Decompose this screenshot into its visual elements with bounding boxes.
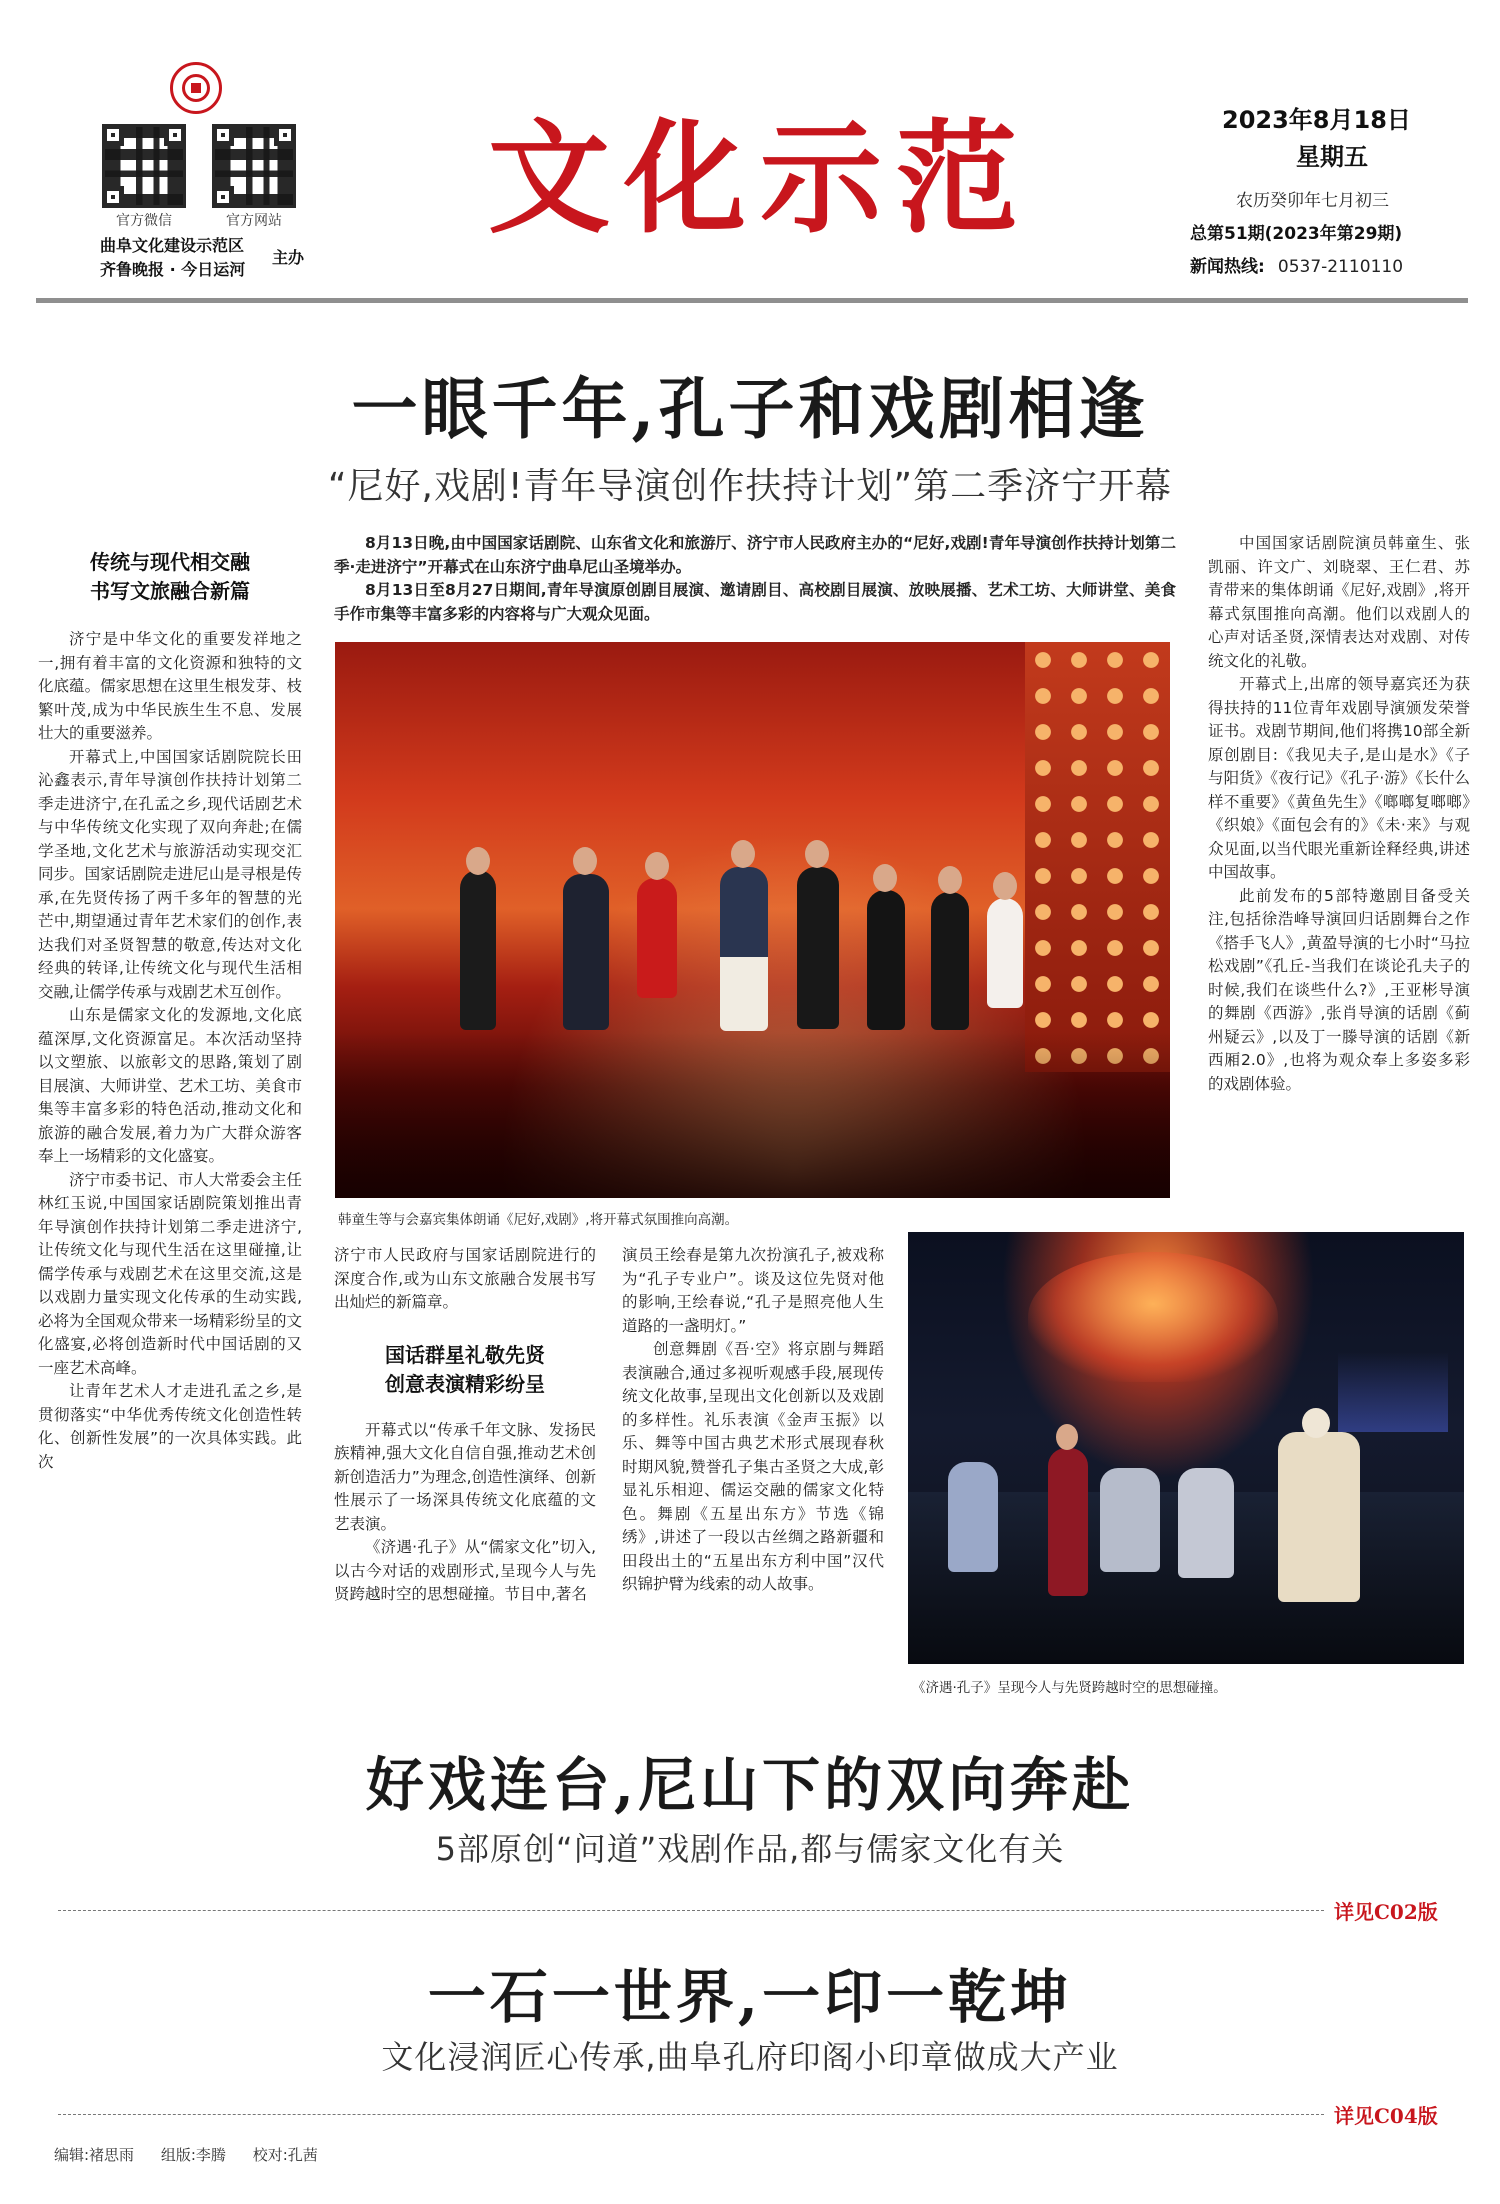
performer-head [993,872,1017,900]
section-heading [38,548,302,606]
photo-caption: 韩童生等与会嘉宾集体朗诵《尼好,戏剧》,将开幕式氛围推向高潮。 [338,1212,739,1228]
performer-figure [720,867,768,1031]
stage-photo-recitation [335,642,1170,1198]
lead-intro [334,532,1176,626]
performer-figure [563,874,609,1030]
masthead [0,0,1500,300]
lead-headline[interactable]: 一眼千年,孔子和戏剧相逢 [351,370,1149,448]
hotline-number: 0537-2110110 [1277,257,1404,277]
issue-weekday: 星期五 [1296,143,1368,171]
lattice-screen [1025,642,1170,1072]
paragraph: 济宁市人民政府与国家话剧院进行的深度合作,或为山东文旅融合发展书写出灿烂的新篇章。 [334,1246,596,1311]
hotline [1190,252,1490,277]
section-heading-line: 创意表演精彩纷呈 [385,1371,545,1396]
section-heading [334,1341,596,1399]
lead-subheadline: “尼好,戏剧!青年导演创作扶持计划”第二季济宁开幕 [327,466,1173,507]
right-column [1208,532,1470,1096]
paragraph: 山东是儒家文化的发源地,文化底蕴深厚,文化资源富足。本次活动坚持以文塑旅、以旅彰文的思路,策划了剧目展演、大师讲堂、艺术工坊、美食市集等丰富多彩的特色活动,推动文化和旅游的融合发展,着力为广大群众游客奉上一场精彩的文化盛宴。 [38,1006,302,1165]
performer-head [873,864,897,892]
performer-head [938,866,962,894]
teaser-divider [58,1910,1324,1911]
article-body [38,628,302,1474]
castle-silhouette [1338,1352,1448,1432]
performer-figure [987,898,1023,1008]
section-heading-line: 传统与现代相交融 [90,550,250,574]
date-block [1190,100,1490,277]
paragraph: 让青年艺术人才走进孔孟之乡,是贯彻落实“中华优秀传统文化创造性转化、创新性发展”的一次具体实践。此次 [38,1382,302,1471]
photo-caption: 《济遇·孔子》呈现今人与先贤跨越时空的思想碰撞。 [912,1680,1227,1696]
page-reference[interactable]: 详见C02版 [1334,1900,1438,1924]
paragraph: 济宁是中华文化的重要发祥地之一,拥有着丰富的文化资源和独特的文化底蕴。儒家思想在这里生根发芽、枝繁叶茂,成为中华民族生生不息、发展壮大的重要滋养。 [38,630,302,742]
masthead-rule [36,298,1468,303]
sponsor-role: 主办 [272,248,305,267]
performer-figure [797,867,839,1029]
wechat-qr-code[interactable] [102,124,186,208]
teaser-divider [58,2114,1324,2115]
staff-credits [54,2144,318,2165]
sponsor-line: 曲阜文化建设示范区 [100,236,245,255]
left-column [38,548,302,1474]
website-qr-label: 官方网站 [226,213,282,229]
performer-head [645,852,669,880]
performer-figure [460,870,496,1030]
paragraph: 演员王绘春是第九次扮演孔子,被戏称为“孔子专业户”。谈及这位先贤对他的影响,王绘春说,“孔子是照亮他人生道路的一盏明灯。” [622,1246,884,1335]
paragraph: 济宁市委书记、市人大常委会主任林红玉说,中国国家话剧院策划推出青年导演创作扶持计划第二季走进济宁,让传统文化与现代生活在这里碰撞,让儒学传承与戏剧艺术在这里交流,这是以戏剧力量实现文化传承的生动实践,必将为全国观众带来一场精彩纷呈的文化盛宴,必将创造新时代中国话剧的又一座艺术高峰。 [38,1170,302,1377]
issue-number: 总第51期(2023年第29期) [1190,224,1403,244]
paragraph: 《济遇·孔子》从“儒家文化”切入,以古今对话的戏剧形式,呈现今人与先贤跨越时空的思想碰撞。节目中,著名 [334,1538,596,1603]
emblem-icon [170,62,222,114]
page-reference[interactable]: 详见C04版 [1334,2104,1438,2128]
issue-date: 2023年8月18日 [1222,106,1411,134]
performer-head [805,840,829,868]
performer-figure [867,890,905,1030]
article-body [334,1419,596,1607]
paragraph: 开幕式以“传承千年文脉、发扬民族精神,强大文化自信自强,推动艺术创新创造活力”为理念,创造性演绎、创新性展示了一场深具传统文化底蕴的文艺表演。 [334,1420,596,1533]
performer-figure [637,878,677,998]
teaser-subheadline: 文化浸润匠心传承,曲阜孔府印阁小印章做成大产业 [381,2038,1119,2076]
performer-figure [1048,1448,1088,1596]
paragraph: 开幕式上,出席的领导嘉宾还为获得扶持的11位青年戏剧导演颁发荣誉证书。戏剧节期间,他们将携10部全新原创剧目:《我见夫子,是山是水》《子与阳货》《夜行记》《孔子·游》《长什么样不重要》《黄鱼先生》《啷啷复啷啷》《织娘》《面包会有的》《未·来》与观众见面,以当代眼光重新诠释经典,讲述中国故事。 [1208,675,1470,881]
performer-head [466,847,490,875]
sponsor-line: 齐鲁晚报 · 今日运河 [100,260,246,279]
article-body [334,1244,596,1315]
stage-photo-confucius [908,1232,1464,1664]
performer-figure [1178,1468,1234,1578]
confucius-figure [1278,1432,1360,1602]
paragraph: 此前发布的5部特邀剧目备受关注,包括徐浩峰导演回归话剧舞台之作《搭手飞人》,黄盈导演的七小时“马拉松戏剧”《孔丘-当我们在谈论孔夫子的时候,我们在谈些什么?》,王亚彬导演的舞剧《西游》,张肖导演的话剧《蓟州疑云》,以及丁一滕导演的话剧《新西厢2.0》,也将为观众奉上多姿多彩的戏剧体验。 [1208,886,1470,1093]
paragraph: 创意舞剧《吾·空》将京剧与舞蹈表演融合,通过多视听观感手段,展现传统文化故事,呈现出文化创新以及戏剧的多样性。礼乐表演《金声玉振》以乐、舞等中国古典艺术形式展现春秋时期风貌,赞誉孔子集古圣贤之大成,彰显礼乐相迎、儒运交融的儒家文化特色。舞剧《五星出东方》节选《锦绣》,讲述了一段以古丝绸之路新疆和田段出土的“五星出东方利中国”汉代织锦护臂为线索的动人故事。 [622,1340,884,1593]
middle-column-b [622,1244,884,1597]
performer-figure [948,1462,998,1572]
paragraph: 中国国家话剧院演员韩童生、张凯丽、许文广、刘晓翠、王仁君、苏青带来的集体朗诵《尼好,戏剧》,将开幕式氛围推向高潮。他们以戏剧人的心声对话圣贤,深情表达对戏剧、对传统文化的礼敬。 [1208,534,1470,670]
performer-head [1056,1424,1078,1450]
stage-floor [335,1032,1170,1198]
teaser-headline[interactable]: 一石一世界,一印一乾坤 [427,1963,1073,2031]
section-heading-line: 书写文旅融合新篇 [90,579,250,603]
confucius-head [1302,1408,1330,1438]
performer-figure [931,892,969,1030]
section-heading-line: 国话群星礼敬先贤 [385,1342,545,1367]
proof-credit: 校对:孔茜 [252,2146,318,2164]
wechat-qr-label: 官方微信 [116,213,172,229]
website-qr-code[interactable] [212,124,296,208]
editor-credit: 编辑:褚思雨 [54,2146,135,2164]
teaser-headline[interactable]: 好戏连台,尼山下的双向奔赴 [365,1751,1135,1819]
middle-column-a [334,1244,596,1607]
paragraph: 开幕式上,中国国家话剧院院长田沁鑫表示,青年导演创作扶持计划第二季走进济宁,在孔孟之乡,现代话剧艺术与中华传统文化实现了双向奔赴;在儒学圣地,文化艺术与旅游活动实现交汇同步。国家话剧院走进尼山是寻根是传承,在先贤传扬了两千多年的智慧的光芒中,期望通过青年艺术家们的创作,表达我们对圣贤智慧的敬意,传达对文化经典的转译,让传统文化与现代生活相交融,让儒学传承与戏剧艺术互创作。 [38,747,302,1001]
performer-figure [1100,1468,1160,1572]
performer-head [731,840,755,868]
fountain-light [1028,1252,1278,1382]
intro-paragraph: 8月13日至8月27日期间,青年导演原创剧目展演、邀请剧目、高校剧目展演、放映展播、艺术工坊、大师讲堂、美食手作市集等丰富多彩的内容将与广大观众见面。 [334,581,1176,623]
intro-paragraph: 8月13日晚,由中国国家话剧院、山东省文化和旅游厅、济宁市人民政府主办的“尼好,戏剧!青年导演创作扶持计划第二季·走进济宁”开幕式在山东济宁曲阜尼山圣境举办。 [334,534,1176,576]
hotline-label: 新闻热线: [1190,257,1265,277]
performer-head [573,847,597,875]
newspaper-title: 文化示范 [488,108,1032,250]
layout-credit: 组版:李腾 [160,2146,226,2164]
lunar-date: 农历癸卯年七月初三 [1236,191,1389,211]
teaser-subheadline: 5部原创“问道”戏剧作品,都与儒家文化有关 [435,1830,1065,1868]
